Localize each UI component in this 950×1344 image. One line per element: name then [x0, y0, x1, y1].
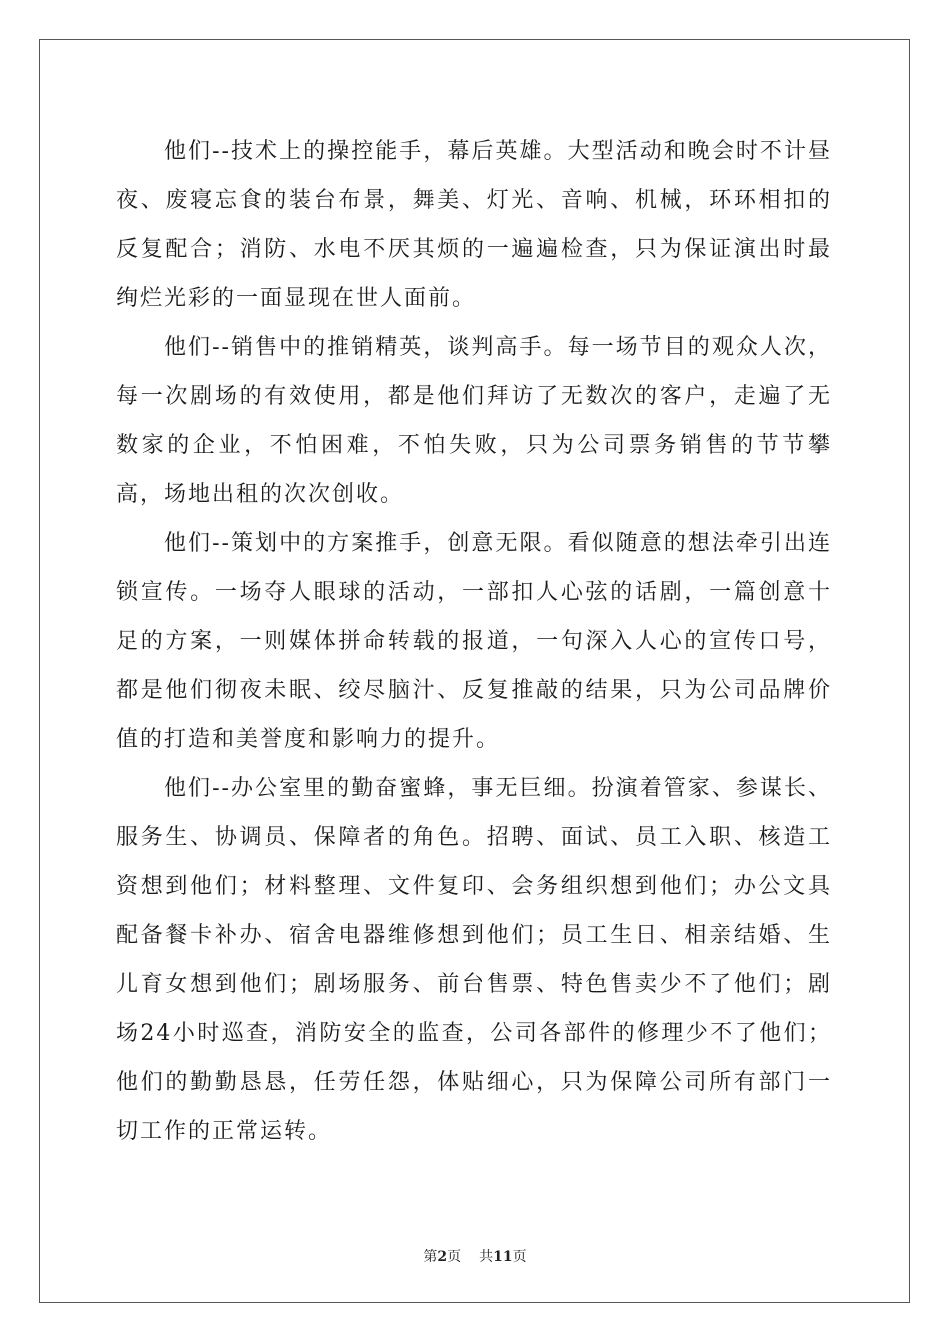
total-page-number: 11	[493, 1249, 513, 1265]
page-suffix: 页	[447, 1249, 462, 1265]
page-prefix: 第	[423, 1249, 438, 1265]
page-footer	[0, 1246, 950, 1266]
paragraph-technical: 他们--技术上的操控能手，幕后英雄。大型活动和晚会时不计昼夜、废寝忘食的装台布景，舞美、灯光、音响、机械，环环相扣的反复配合；消防、水电不厌其烦的一遍遍检查，只为保证演出时最绚烂光彩的一面显现在世人面前。	[116, 139, 832, 311]
paragraph-office: 他们--办公室里的勤奋蜜蜂，事无巨细。扮演着管家、参谋长、服务生、协调员、保障者的角色。招聘、面试、员工入职、核造工资想到他们；材料整理、文件复印、会务组织想到他们；办公文具配备餐卡补办、宿舍电器维修想到他们；员工生日、相亲结婚、生儿育女想到他们；剧场服务、前台售票、特色售卖少不了他们；剧场24小时巡查，消防安全的监查，公司各部件的修理少不了他们；他们的勤勤恳恳，任劳任怨，体贴细心，只为保障公司所有部门一切工作的正常运转。	[116, 776, 832, 1144]
paragraph-sales: 他们--销售中的推销精英，谈判高手。每一场节目的观众人次，每一次剧场的有效使用，都是他们拜访了无数次的客户，走遍了无数家的企业，不怕困难，不怕失败，只为公司票务销售的节节攀高，场地出租的次次创收。	[116, 335, 832, 507]
document-body	[116, 127, 832, 1156]
current-page-number: 2	[437, 1249, 448, 1265]
total-suffix: 页	[512, 1249, 527, 1265]
paragraph-planning: 他们--策划中的方案推手，创意无限。看似随意的想法牵引出连锁宣传。一场夺人眼球的活动，一部扣人心弦的话剧，一篇创意十足的方案，一则媒体拼命转载的报道，一句深入人心的宣传口号，都是他们彻夜未眠、绞尽脑汁、反复推敲的结果，只为公司品牌价值的打造和美誉度和影响力的提升。	[116, 531, 832, 752]
total-prefix: 共	[479, 1249, 494, 1265]
